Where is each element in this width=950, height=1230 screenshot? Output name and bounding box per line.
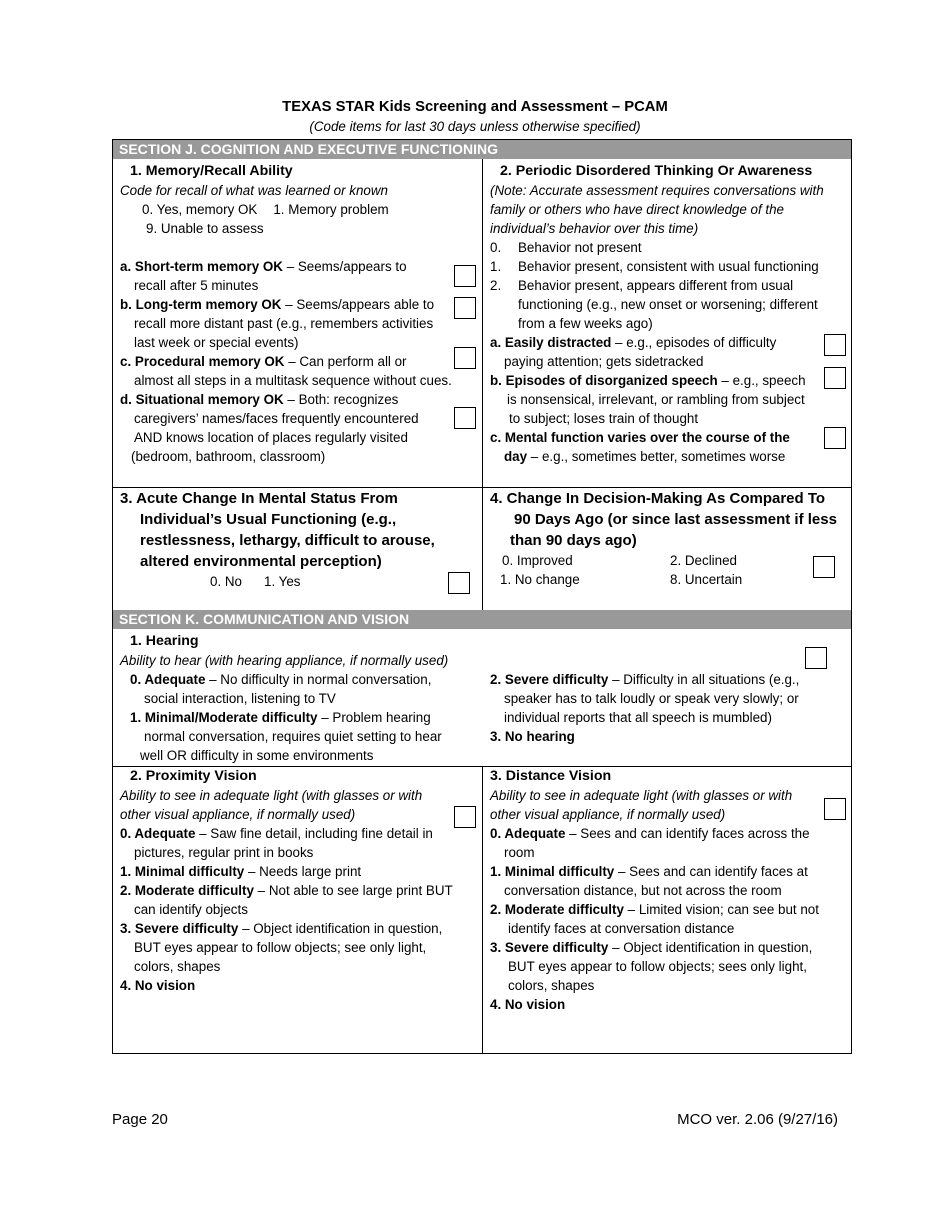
hearing-instruction: Ability to hear (with hearing appliance, if normally used) bbox=[120, 653, 449, 668]
disordered-thinking-option-2-text: functioning (e.g., new onset or worsening; different bbox=[518, 297, 818, 312]
assessment-form bbox=[112, 139, 852, 1054]
column-divider bbox=[482, 159, 483, 610]
proximity-option-2: 2. Moderate difficulty – Not able to see large print BUT bbox=[120, 883, 453, 898]
hearing-option-1-text: normal conversation, requires quiet setting to hear bbox=[144, 729, 442, 744]
situational-memory-text-3: (bedroom, bathroom, classroom) bbox=[131, 449, 326, 464]
procedural-memory-row: c. Procedural memory OK – Can perform all or bbox=[120, 354, 407, 369]
hearing-option-2-text-2: individual reports that all speech is mumbled) bbox=[504, 710, 772, 725]
long-term-memory-text: recall more distant past (e.g., remembers activities bbox=[134, 316, 434, 331]
proximity-option-0: 0. Adequate – Saw fine detail, including fine detail in bbox=[120, 826, 433, 841]
distance-vision-instruction: Ability to see in adequate light (with glasses or with bbox=[490, 788, 793, 803]
short-term-memory-checkbox[interactable] bbox=[454, 265, 476, 287]
proximity-option-3-text: BUT eyes appear to follow objects; see only light, bbox=[134, 940, 427, 955]
distance-option-2-text: identify faces at conversation distance bbox=[508, 921, 735, 936]
hearing-heading: 1. Hearing bbox=[130, 633, 199, 649]
disordered-thinking-option-1: 1. Behavior present, consistent with usual functioning bbox=[490, 259, 819, 274]
hearing-option-1-text-2: well OR difficulty in some environments bbox=[140, 748, 374, 763]
acute-change-heading-2: Individual’s Usual Functioning (e.g., bbox=[140, 511, 397, 528]
mental-function-text: day – e.g., sometimes better, sometimes worse bbox=[504, 449, 786, 464]
proximity-option-0-text: pictures, regular print in books bbox=[134, 845, 314, 860]
proximity-option-4: 4. No vision bbox=[120, 978, 196, 993]
procedural-memory-checkbox[interactable] bbox=[454, 347, 476, 369]
memory-recall-option-9: 9. Unable to assess bbox=[146, 221, 264, 236]
situational-memory-row: d. Situational memory OK – Both: recognizes bbox=[120, 392, 399, 407]
decision-making-heading: 4. Change In Decision-Making As Compared To bbox=[490, 490, 826, 507]
disordered-thinking-heading: 2. Periodic Disordered Thinking Or Awareness bbox=[500, 163, 813, 179]
hearing-option-1: 1. Minimal/Moderate difficulty – Problem hearing bbox=[130, 710, 431, 725]
acute-change-heading-3: restlessness, lethargy, difficult to arouse, bbox=[140, 532, 435, 549]
situational-memory-text-2: AND knows location of places regularly visited bbox=[134, 430, 408, 445]
decision-making-item bbox=[490, 488, 848, 589]
proximity-vision-instruction: Ability to see in adequate light (with glasses or with bbox=[120, 788, 423, 803]
acute-change-item bbox=[120, 488, 478, 591]
acute-change-checkbox[interactable] bbox=[448, 572, 470, 594]
disorganized-speech-row: b. Episodes of disorganized speech – e.g., speech bbox=[490, 373, 806, 388]
page-number: Page 20 bbox=[112, 1111, 168, 1128]
distance-option-1-text: conversation distance, but not across the room bbox=[504, 883, 782, 898]
decision-making-heading-2: 90 Days Ago (or since last assessment if less bbox=[514, 511, 837, 528]
disordered-thinking-note: (Note: Accurate assessment requires conversations with bbox=[490, 183, 824, 198]
hearing-options-left bbox=[120, 670, 478, 765]
easily-distracted-text: paying attention; gets sidetracked bbox=[504, 354, 704, 369]
section-j-header: SECTION J. COGNITION AND EXECUTIVE FUNCTIONING bbox=[113, 140, 851, 159]
long-term-memory-row: b. Long-term memory OK – Seems/appears able to bbox=[120, 297, 435, 312]
acute-change-heading-4: altered environmental perception) bbox=[140, 553, 382, 570]
proximity-option-1: 1. Minimal difficulty – Needs large print bbox=[120, 864, 362, 879]
decision-making-options-row-1: 0. Improved 2. Declined bbox=[502, 553, 737, 568]
short-term-memory-text: recall after 5 minutes bbox=[134, 278, 259, 293]
hearing-option-2-text: speaker has to talk loudly or speak very slowly; or bbox=[504, 691, 799, 706]
proximity-option-3-text-2: colors, shapes bbox=[134, 959, 221, 974]
version-label: MCO ver. 2.06 (9/27/16) bbox=[677, 1111, 838, 1128]
hearing-checkbox[interactable] bbox=[805, 647, 827, 669]
memory-recall-item bbox=[120, 162, 478, 466]
disorganized-speech-checkbox[interactable] bbox=[824, 367, 846, 389]
hearing-option-0: 0. Adequate – No difficulty in normal conversation, bbox=[130, 672, 432, 687]
proximity-vision-heading: 2. Proximity Vision bbox=[130, 768, 257, 784]
distance-vision-heading: 3. Distance Vision bbox=[490, 768, 612, 784]
memory-recall-heading: 1. Memory/Recall Ability bbox=[130, 163, 293, 179]
decision-making-checkbox[interactable] bbox=[813, 556, 835, 578]
hearing-option-3: 3. No hearing bbox=[490, 729, 575, 744]
situational-memory-text: caregivers’ names/faces frequently encountered bbox=[134, 411, 419, 426]
distance-option-3-text: BUT eyes appear to follow objects; sees only light, bbox=[508, 959, 807, 974]
memory-recall-options: 0. Yes, memory OK 1. Memory problem bbox=[142, 202, 389, 217]
acute-change-heading: 3. Acute Change In Mental Status From bbox=[120, 490, 398, 507]
disordered-thinking-option-2-text-2: from a few weeks ago) bbox=[518, 316, 653, 331]
disordered-thinking-option-2: 2. Behavior present, appears different from usual bbox=[490, 278, 794, 293]
disorganized-speech-text: is nonsensical, irrelevant, or rambling from subject bbox=[507, 392, 805, 407]
distance-vision-checkbox[interactable] bbox=[824, 798, 846, 820]
disordered-thinking-note-3: individual’s behavior over this time) bbox=[490, 221, 699, 236]
disordered-thinking-option-0: 0. Behavior not present bbox=[490, 240, 642, 255]
distance-option-4: 4. No vision bbox=[490, 997, 566, 1012]
acute-change-options: 0. No 1. Yes bbox=[210, 574, 301, 589]
distance-option-2: 2. Moderate difficulty – Limited vision; can see but not bbox=[490, 902, 819, 917]
hearing-option-2: 2. Severe difficulty – Difficulty in all situations (e.g., bbox=[490, 672, 800, 687]
distance-vision-instruction-2: other visual appliance, if normally used) bbox=[490, 807, 726, 822]
column-divider-2 bbox=[482, 766, 483, 1054]
distance-option-3: 3. Severe difficulty – Object identification in question, bbox=[490, 940, 813, 955]
proximity-option-3: 3. Severe difficulty – Object identification in question, bbox=[120, 921, 443, 936]
situational-memory-checkbox[interactable] bbox=[454, 407, 476, 429]
hearing-item bbox=[120, 632, 850, 670]
easily-distracted-row: a. Easily distracted – e.g., episodes of difficulty bbox=[490, 335, 777, 350]
section-k-header: SECTION K. COMMUNICATION AND VISION bbox=[113, 610, 851, 629]
proximity-vision-checkbox[interactable] bbox=[454, 806, 476, 828]
disordered-thinking-item bbox=[490, 162, 848, 466]
long-term-memory-text-2: last week or special events) bbox=[134, 335, 299, 350]
distance-vision-item bbox=[490, 767, 848, 1014]
memory-recall-instruction: Code for recall of what was learned or known bbox=[120, 183, 388, 198]
hearing-options-right bbox=[490, 670, 848, 746]
proximity-vision-item bbox=[120, 767, 478, 995]
disordered-thinking-note-2: family or others who have direct knowledge of the bbox=[490, 202, 785, 217]
proximity-vision-instruction-2: other visual appliance, if normally used) bbox=[120, 807, 356, 822]
document-subtitle: (Code items for last 30 days unless otherwise specified) bbox=[309, 119, 641, 134]
distance-option-1: 1. Minimal difficulty – Sees and can identify faces at bbox=[490, 864, 808, 879]
short-term-memory-row: a. Short-term memory OK – Seems/appears to bbox=[120, 259, 407, 274]
disorganized-speech-text-2: to subject; loses train of thought bbox=[509, 411, 699, 426]
hearing-option-0-text: social interaction, listening to TV bbox=[144, 691, 336, 706]
distance-option-3-text-2: colors, shapes bbox=[508, 978, 595, 993]
document-title: TEXAS STAR Kids Screening and Assessment – PCAM bbox=[282, 99, 668, 115]
mental-function-row: c. Mental function varies over the course of the bbox=[490, 430, 790, 445]
long-term-memory-checkbox[interactable] bbox=[454, 297, 476, 319]
easily-distracted-checkbox[interactable] bbox=[824, 334, 846, 356]
distance-option-0-text: room bbox=[504, 845, 535, 860]
procedural-memory-text: almost all steps in a multitask sequence without cues. bbox=[134, 373, 452, 388]
decision-making-options-row-2: 1. No change 8. Uncertain bbox=[500, 572, 743, 587]
decision-making-heading-3: than 90 days ago) bbox=[510, 532, 637, 549]
proximity-option-2-text: can identify objects bbox=[134, 902, 248, 917]
mental-function-checkbox[interactable] bbox=[824, 427, 846, 449]
distance-option-0: 0. Adequate – Sees and can identify faces across the bbox=[490, 826, 810, 841]
